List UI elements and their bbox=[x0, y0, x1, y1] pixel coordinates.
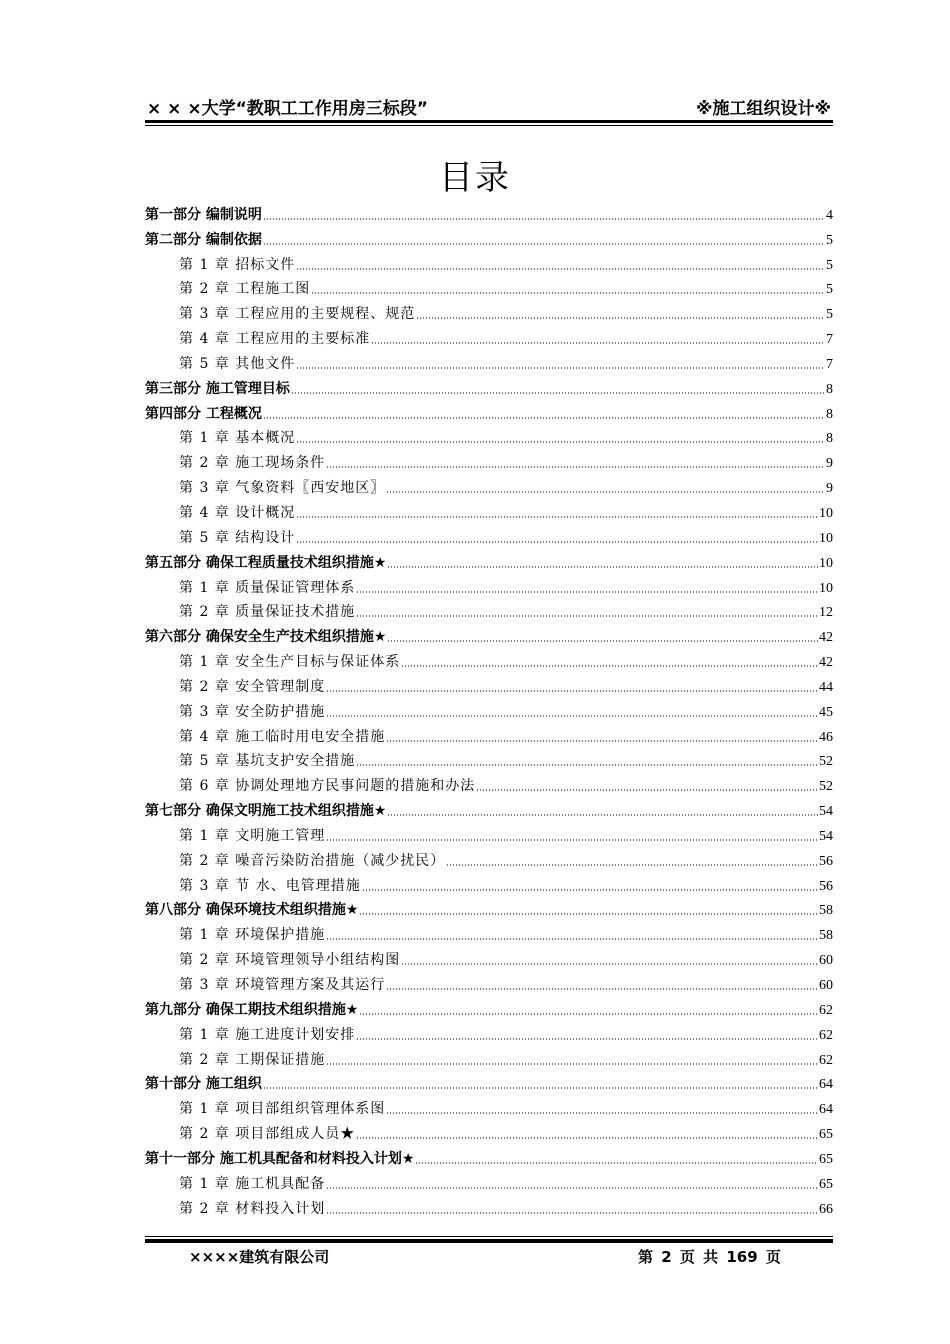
toc-entry-page: 12 bbox=[819, 605, 833, 621]
toc-entry-page: 58 bbox=[819, 903, 833, 919]
toc-entry-label: 第 1 章 安全生产目标与保证体系 bbox=[179, 654, 401, 671]
toc-chapter-entry[interactable] bbox=[145, 497, 833, 522]
toc-dot-leader bbox=[326, 690, 818, 692]
toc-entry-label: 第六部分 确保安全生产技术组织措施★ bbox=[145, 629, 387, 646]
toc-dot-leader bbox=[291, 392, 825, 394]
toc-dot-leader bbox=[359, 913, 818, 915]
toc-entry-label: 第八部分 确保环境技术组织措施★ bbox=[145, 902, 359, 919]
toc-chapter-entry[interactable] bbox=[145, 1118, 833, 1143]
toc-entry-label: 第 3 章 工程应用的主要规程、规范 bbox=[179, 306, 416, 323]
toc-entry-page: 8 bbox=[826, 406, 833, 422]
toc-part-entry[interactable] bbox=[145, 224, 833, 249]
footer-page-number: 第 2 页 共 169 页 bbox=[638, 1248, 781, 1266]
footer-company: ××××建筑有限公司 bbox=[189, 1248, 330, 1266]
toc-chapter-entry[interactable] bbox=[145, 298, 833, 323]
toc-entry-page: 62 bbox=[819, 1052, 833, 1068]
toc-entry-label: 第 1 章 基本概况 bbox=[179, 430, 296, 447]
toc-entry-page: 54 bbox=[819, 804, 833, 820]
toc-dot-leader bbox=[386, 740, 818, 742]
toc-entry-page: 5 bbox=[826, 307, 833, 323]
toc-entry-label: 第二部分 编制依据 bbox=[145, 231, 262, 248]
toc-entry-page: 56 bbox=[819, 853, 833, 869]
toc-dot-leader bbox=[326, 715, 818, 717]
page-footer bbox=[145, 1244, 833, 1268]
toc-entry-label: 第 1 章 项目部组织管理体系图 bbox=[179, 1101, 386, 1118]
footer-rule-thick bbox=[145, 1239, 833, 1243]
toc-dot-leader bbox=[356, 1137, 818, 1139]
toc-entry-label: 第十部分 施工组织 bbox=[145, 1076, 262, 1093]
toc-chapter-entry[interactable] bbox=[145, 1019, 833, 1044]
toc-dot-leader bbox=[387, 814, 818, 816]
toc-dot-leader bbox=[416, 317, 825, 319]
toc-part-entry[interactable] bbox=[145, 895, 833, 920]
toc-entry-page: 42 bbox=[819, 655, 833, 671]
toc-dot-leader bbox=[296, 441, 825, 443]
toc-dot-leader bbox=[326, 938, 818, 940]
toc-entry-label: 第 2 章 安全管理制度 bbox=[179, 678, 326, 695]
header-rule-thin bbox=[145, 125, 833, 126]
toc-dot-leader bbox=[356, 764, 818, 766]
toc-chapter-entry[interactable] bbox=[145, 646, 833, 671]
toc-entry-label: 第 2 章 施工现场条件 bbox=[179, 455, 326, 472]
toc-dot-leader bbox=[362, 889, 818, 891]
toc-dot-leader bbox=[296, 541, 818, 543]
toc-dot-leader bbox=[386, 1112, 818, 1114]
toc-entry-label: 第七部分 确保文明施工技术组织措施★ bbox=[145, 803, 387, 820]
toc-entry-page: 62 bbox=[819, 1027, 833, 1043]
toc-dot-leader bbox=[326, 466, 825, 468]
toc-entry-label: 第 6 章 协调处理地方民事问题的措施和办法 bbox=[179, 778, 476, 795]
toc-entry-label: 第 1 章 施工进度计划安排 bbox=[179, 1026, 356, 1043]
toc-entry-label: 第 4 章 设计概况 bbox=[179, 504, 296, 521]
toc-part-entry[interactable] bbox=[145, 1143, 833, 1168]
toc-chapter-entry[interactable] bbox=[145, 770, 833, 795]
toc-part-entry[interactable] bbox=[145, 373, 833, 398]
toc-entry-page: 8 bbox=[826, 381, 833, 397]
toc-dot-leader bbox=[296, 516, 818, 518]
toc-entry-label: 第 1 章 质量保证管理体系 bbox=[179, 579, 356, 596]
toc-dot-leader bbox=[311, 292, 825, 294]
toc-chapter-entry[interactable] bbox=[145, 845, 833, 870]
toc-entry-page: 9 bbox=[826, 481, 833, 497]
toc-dot-leader bbox=[386, 988, 818, 990]
toc-part-entry[interactable] bbox=[145, 199, 833, 224]
toc-entry-label: 第 5 章 其他文件 bbox=[179, 355, 296, 372]
toc-entry-page: 5 bbox=[826, 257, 833, 273]
toc-part-entry[interactable] bbox=[145, 547, 833, 572]
toc-entry-label: 第九部分 确保工期技术组织措施★ bbox=[145, 1001, 359, 1018]
toc-entry-label: 第 2 章 噪音污染防治措施（减少扰民） bbox=[179, 852, 446, 869]
toc-entry-page: 5 bbox=[826, 232, 833, 248]
toc-dot-leader bbox=[476, 789, 818, 791]
toc-entry-label: 第 2 章 材料投入计划 bbox=[179, 1200, 326, 1217]
toc-chapter-entry[interactable] bbox=[145, 447, 833, 472]
toc-entry-page: 8 bbox=[826, 431, 833, 447]
table-of-contents bbox=[145, 199, 833, 1218]
toc-entry-label: 第 2 章 工期保证措施 bbox=[179, 1051, 326, 1068]
toc-entry-label: 第 3 章 安全防护措施 bbox=[179, 703, 326, 720]
toc-chapter-entry[interactable] bbox=[145, 249, 833, 274]
toc-chapter-entry[interactable] bbox=[145, 820, 833, 845]
toc-entry-page: 7 bbox=[826, 356, 833, 372]
toc-entry-label: 第 2 章 质量保证技术措施 bbox=[179, 604, 356, 621]
toc-chapter-entry[interactable] bbox=[145, 721, 833, 746]
toc-entry-label: 第 1 章 文明施工管理 bbox=[179, 827, 326, 844]
toc-chapter-entry[interactable] bbox=[145, 522, 833, 547]
toc-entry-page: 10 bbox=[819, 555, 833, 571]
toc-entry-label: 第 4 章 工程应用的主要标准 bbox=[179, 331, 371, 348]
toc-dot-leader bbox=[296, 268, 825, 270]
toc-entry-page: 64 bbox=[819, 1077, 833, 1093]
toc-entry-label: 第 2 章 环境管理领导小组结构图 bbox=[179, 952, 401, 969]
toc-dot-leader bbox=[446, 864, 818, 866]
toc-dot-leader bbox=[401, 963, 818, 965]
toc-part-entry[interactable] bbox=[145, 795, 833, 820]
toc-entry-page: 45 bbox=[819, 704, 833, 720]
toc-entry-page: 10 bbox=[819, 530, 833, 546]
toc-chapter-entry[interactable] bbox=[145, 671, 833, 696]
toc-entry-label: 第十一部分 施工机具配备和材料投入计划★ bbox=[145, 1150, 415, 1167]
toc-entry-page: 60 bbox=[819, 978, 833, 993]
toc-part-entry[interactable] bbox=[145, 398, 833, 423]
toc-chapter-entry[interactable] bbox=[145, 1044, 833, 1069]
toc-entry-page: 9 bbox=[826, 456, 833, 472]
toc-dot-leader bbox=[401, 665, 818, 667]
toc-entry-page: 52 bbox=[819, 754, 833, 770]
toc-entry-page: 62 bbox=[819, 1002, 833, 1018]
toc-dot-leader bbox=[263, 1087, 818, 1089]
toc-dot-leader bbox=[263, 218, 825, 220]
toc-chapter-entry[interactable] bbox=[145, 323, 833, 348]
toc-chapter-entry[interactable] bbox=[145, 1168, 833, 1193]
toc-title: 目录 bbox=[439, 158, 511, 198]
toc-dot-leader bbox=[386, 491, 825, 493]
toc-chapter-entry[interactable] bbox=[145, 696, 833, 721]
toc-dot-leader bbox=[415, 1162, 818, 1164]
toc-entry-page: 65 bbox=[819, 1151, 833, 1167]
toc-entry-label: 第五部分 确保工程质量技术组织措施★ bbox=[145, 554, 387, 571]
toc-entry-page: 46 bbox=[819, 729, 833, 745]
toc-chapter-entry[interactable] bbox=[145, 472, 833, 497]
toc-entry-page: 10 bbox=[819, 505, 833, 521]
toc-dot-leader bbox=[359, 1013, 818, 1015]
toc-dot-leader bbox=[356, 591, 818, 593]
toc-part-entry[interactable] bbox=[145, 621, 833, 646]
toc-chapter-entry[interactable] bbox=[145, 1193, 833, 1218]
toc-entry-label: 第 4 章 施工临时用电安全措施 bbox=[179, 728, 386, 745]
toc-chapter-entry[interactable] bbox=[145, 274, 833, 299]
toc-entry-page: 65 bbox=[819, 1176, 833, 1192]
toc-dot-leader bbox=[296, 367, 825, 369]
toc-entry-label: 第四部分 工程概况 bbox=[145, 405, 262, 422]
toc-entry-label: 第 5 章 结构设计 bbox=[179, 529, 296, 546]
toc-dot-leader bbox=[263, 417, 825, 419]
toc-chapter-entry[interactable] bbox=[145, 919, 833, 944]
toc-chapter-entry[interactable] bbox=[145, 423, 833, 448]
header-rule-thick bbox=[145, 120, 833, 123]
toc-entry-label: 第一部分 编制说明 bbox=[145, 206, 262, 223]
toc-dot-leader bbox=[326, 1187, 818, 1189]
toc-part-entry[interactable] bbox=[145, 994, 833, 1019]
toc-entry-page: 44 bbox=[819, 679, 833, 695]
toc-chapter-entry[interactable] bbox=[145, 348, 833, 373]
footer-rule-thin bbox=[145, 1236, 833, 1237]
toc-entry-page: 58 bbox=[819, 928, 833, 944]
toc-entry-label: 第 1 章 招标文件 bbox=[179, 256, 296, 273]
toc-chapter-entry[interactable] bbox=[145, 572, 833, 597]
toc-chapter-entry[interactable] bbox=[145, 944, 833, 969]
toc-dot-leader bbox=[263, 243, 825, 245]
toc-entry-page: 42 bbox=[819, 630, 833, 646]
toc-entry-page: 56 bbox=[819, 878, 833, 894]
toc-entry-page: 10 bbox=[819, 580, 833, 596]
toc-entry-label: 第 3 章 节 水、电管理措施 bbox=[179, 877, 361, 894]
toc-entry-label: 第 2 章 项目部组成人员★ bbox=[179, 1126, 356, 1143]
toc-entry-page: 66 bbox=[819, 1201, 833, 1217]
toc-dot-leader bbox=[356, 1038, 818, 1040]
toc-entry-label: 第 5 章 基坑支护安全措施 bbox=[179, 753, 356, 770]
toc-entry-page: 65 bbox=[819, 1127, 833, 1143]
toc-chapter-entry[interactable] bbox=[145, 597, 833, 622]
toc-dot-leader bbox=[326, 1063, 818, 1065]
toc-chapter-entry[interactable] bbox=[145, 870, 833, 895]
toc-dot-leader bbox=[371, 342, 825, 344]
toc-part-entry[interactable] bbox=[145, 1069, 833, 1094]
toc-entry-page: 52 bbox=[819, 779, 833, 795]
toc-entry-page: 64 bbox=[819, 1102, 833, 1118]
toc-entry-label: 第 3 章 环境管理方案及其运行 bbox=[179, 977, 386, 993]
toc-entry-page: 4 bbox=[826, 207, 833, 223]
toc-dot-leader bbox=[326, 1212, 818, 1214]
toc-entry-page: 60 bbox=[819, 953, 833, 969]
toc-entry-label: 第 1 章 施工机具配备 bbox=[179, 1175, 326, 1192]
header-document-type: ※施工组织设计※ bbox=[695, 99, 831, 119]
toc-entry-page: 7 bbox=[826, 332, 833, 348]
toc-dot-leader bbox=[356, 615, 818, 617]
header-project-title: × × ×大学“教职工工作用房三标段” bbox=[147, 99, 428, 119]
toc-dot-leader bbox=[387, 640, 818, 642]
toc-chapter-entry[interactable] bbox=[145, 746, 833, 771]
toc-entry-page: 54 bbox=[819, 828, 833, 844]
toc-dot-leader bbox=[326, 839, 818, 841]
page-header bbox=[145, 92, 833, 118]
toc-entry-page: 5 bbox=[826, 282, 833, 298]
toc-entry-label: 第三部分 施工管理目标 bbox=[145, 380, 290, 397]
toc-chapter-entry[interactable] bbox=[145, 969, 833, 994]
toc-entry-label: 第 2 章 工程施工图 bbox=[179, 281, 311, 298]
toc-chapter-entry[interactable] bbox=[145, 1093, 833, 1118]
toc-dot-leader bbox=[387, 566, 818, 568]
toc-entry-label: 第 1 章 环境保护措施 bbox=[179, 927, 326, 944]
toc-entry-label: 第 3 章 气象资料〖西安地区〗 bbox=[179, 480, 386, 497]
